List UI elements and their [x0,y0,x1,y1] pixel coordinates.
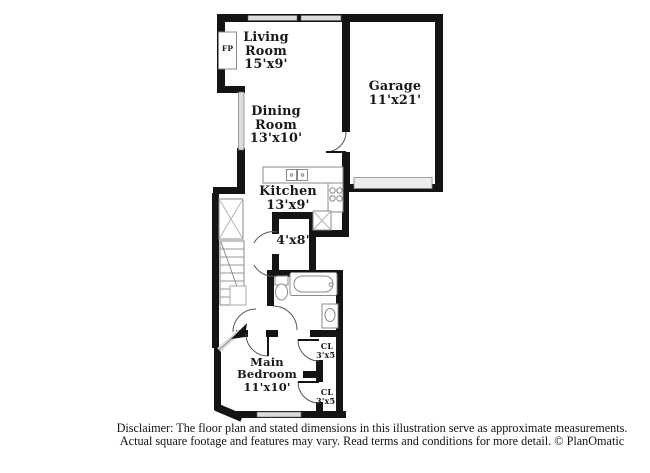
label-garage [356,80,434,107]
room-name: Garage [368,79,422,94]
stairs [220,241,246,305]
window-bedroom [257,412,301,417]
toilet [275,276,288,300]
room-dims: 3'x5' [316,349,338,360]
bathtub [290,273,337,296]
wall-hallroom-left-upper [272,212,279,234]
room-dims: 3'x5' [316,395,338,406]
wall-bedroom-top-c [310,330,343,337]
room-name: Main Bedroom [236,355,298,382]
label-dining-room [236,105,316,146]
room-name: CL [320,387,334,397]
room-dims: 13'x10' [249,131,303,147]
room-dims: 13'x9' [266,197,310,213]
label-kitchen [247,185,329,212]
furnace-closet [219,199,243,239]
room-dims: 11'x21' [368,92,422,108]
wall-left-dining [237,148,245,193]
window-living-1 [248,16,297,21]
room-name: FP [221,44,234,53]
wall-garage-right [435,14,443,192]
garage-door [354,178,432,189]
room-dims: 11'x10' [243,379,291,394]
wall-garage-divider-upper [342,14,350,132]
room-name: CL [320,341,334,351]
wall-jog-dining [213,187,245,194]
room-name: Living Room [243,30,289,59]
kitchen-sink [287,170,308,181]
disclaimer-line-2: Actual square footage and features may vary. Read terms and conditions for more detail. © PlanOmatic [119,434,625,449]
label-living-room [228,31,304,72]
disclaimer-line-1: Disclaimer: The floor plan and stated dimensions in this illustration serve as approximate measurements. [116,421,628,435]
room-name: Kitchen [259,184,317,199]
door-garage-dining [326,132,346,152]
room-name: Dining Room [251,104,301,133]
wall-bedroom-diagonal [216,407,242,418]
disclaimer [92,422,650,448]
label-closet-2 [309,388,345,405]
window-living-2 [301,16,341,21]
label-closet-1 [309,342,345,359]
dishwasher [313,211,331,230]
room-dims: 4'x8' [276,232,310,247]
label-main-bedroom [226,356,308,393]
label-fireplace [219,45,236,53]
label-hall-room [268,233,318,246]
room-dims: 15'x9' [244,57,288,73]
sink-vanity [322,304,338,328]
wall-left-bedroom [214,346,221,410]
door-bedroom [246,334,268,356]
door-bathroom [273,306,297,330]
wall-left-middle [212,193,219,348]
